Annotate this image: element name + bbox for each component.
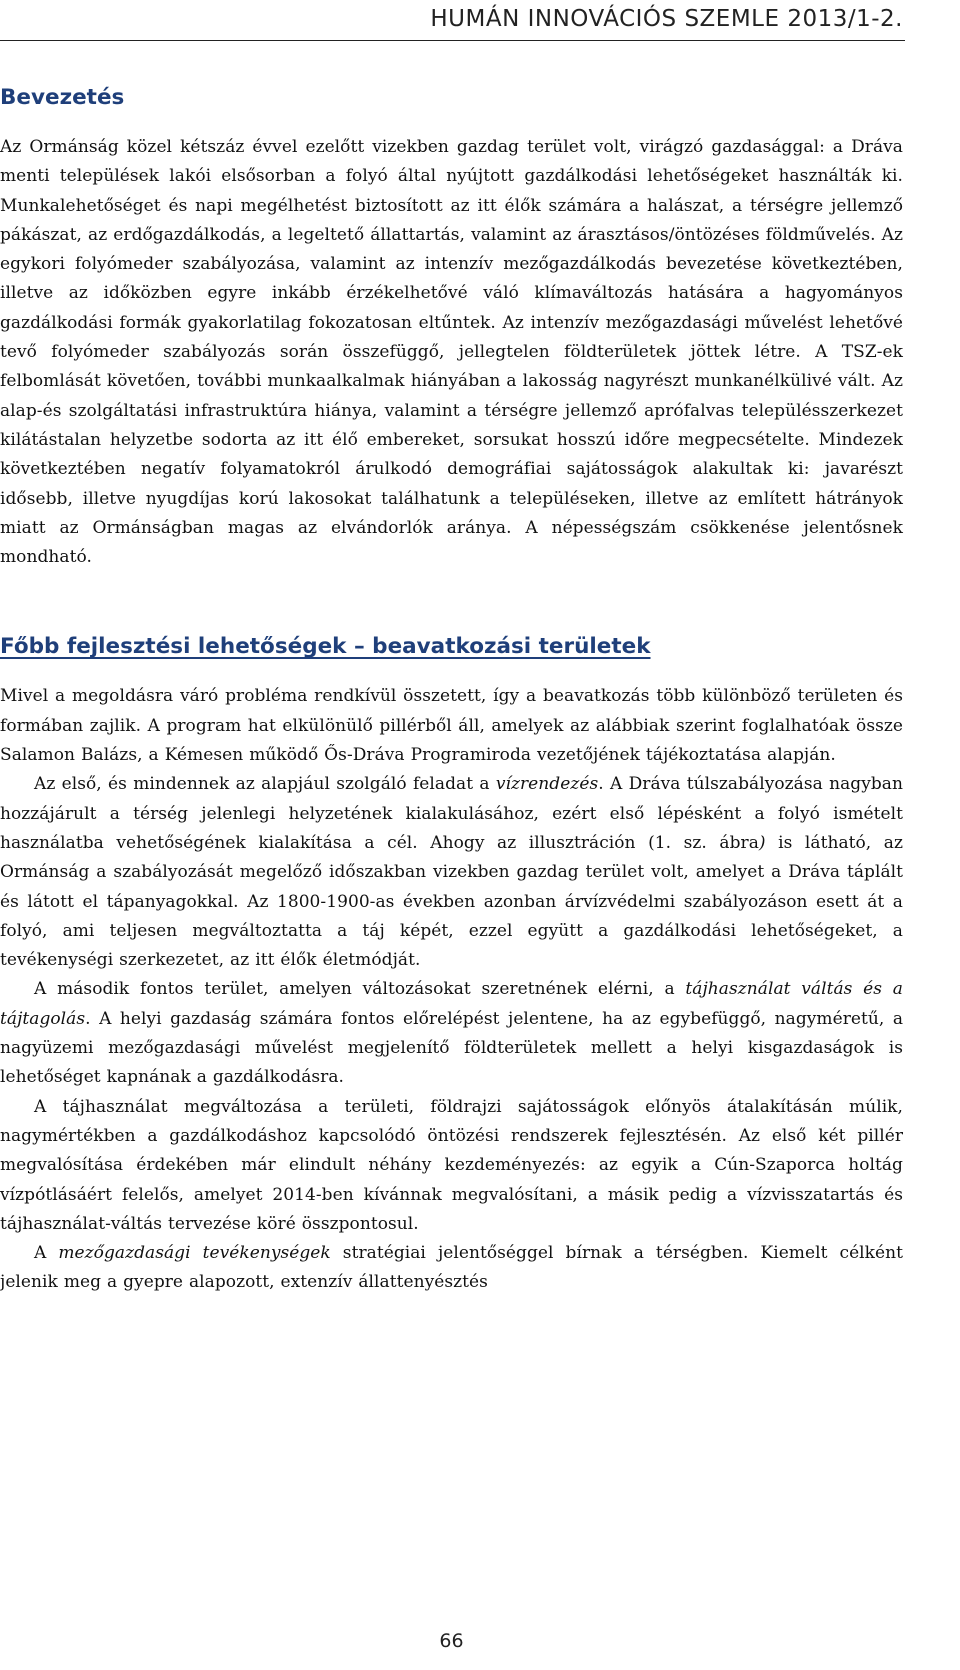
development-paragraph-5 [0,1239,903,1298]
intro-paragraph: Az Ormánság közel kétszáz évvel ezelőtt vizekben gazdag terület volt, virágzó gazdasággal: a Dráva menti települések lakói elsősorban a folyó által nyújtott gazdálkodási lehetőségeket használták ki. Munkalehetőséget és napi megélhetést biztosított az itt élők számára a halászat, a térségre jellemző pákászat, az erdőgazdálkodás, a legeltető állattartás, valamint az árasztásos/öntözéses földművelés. Az egykori folyómeder szabályozása, valamint az intenzív mezőgazdálkodás bevezetése következtében, illetve az időközben egyre inkább érzékelhetővé váló klímaváltozás hatására a hagyományos gazdálkodási formák gyakorlatilag fokozatosan eltűntek. Az intenzív mezőgazdasági művelést lehetővé tevő folyómeder szabályozás során összefüggő, jellegtelen földterületek jöttek létre. A TSZ-ek felbomlását követően, további munkaalkalmak hiányában a lakosság nagyrészt munkanélkülivé vált. Az alap-és szolgáltatási infrastruktúra hiánya, valamint a térségre jellemző aprófalvas településszerkezet kilátástalan helyzetbe sodorta az itt élő embereket, sorsukat hosszú időre megpecsételte. Mindezek következtében negatív folyamatokról árulkodó demográfiai sajátosságok alakultak ki: javarészt idősebb, illetve nyugdíjas korú lakosokat találhatunk a településeken, illetve az említett hátrányok miatt az Ormánságban magas az elvándorlók aránya. A népességszám csökkenése jelentősnek mondható. [0,137,903,568]
development-paragraph-2 [0,770,903,975]
development-paragraph-1: Mivel a megoldásra váró probléma rendkívül összetett, így a beavatkozás több különböző területen és formában zajlik. A program hat elkülönülő pillérből áll, amelyek az alábbiak szerint foglalhatóak össze Salamon Balázs, a Kémesen működő Ős-Dráva Programiroda vezetőjének tájékoztatása alapján. [0,686,903,766]
text-run: stratégiai jelentőséggel bírnak a térségben. Kiemelt célként jelenik meg a gyepre alapozott, extenzív állattenyésztés [0,1243,904,1293]
page-number: 66 [439,1630,464,1652]
text-run: . A helyi gazdaság számára fontos előrelépést jelentene, ha az egybefüggő, nagyméretű, a nagyüzemi mezőgazdasági művelést megjelenítő földterületek mellett a helyi kisgazdaságok is lehetőséget kapnának a gazdálkodásra. [0,1008,903,1088]
text-run: . A Dráva túlszabályozása nagyban hozzájárult a térség jelenlegi helyzetének kialakulásához, ezért első lépésként a folyó ismételt használatba vehetőségének kialakítása a cél. Ahogy az illusztráción (1. sz. ábra [0,774,903,853]
emphasis-term: vízrendezés [495,774,599,795]
text-run: Az első, és mindennek az alapjául szolgáló feladat a [34,774,496,795]
emphasis-term: tájhasználat váltás és a tájtagolás [0,979,903,1029]
text-run: A [34,1243,59,1264]
section-heading-development: Főbb fejlesztési lehetőségek – beavatkozási területek [0,634,651,660]
section-heading-intro: Bevezetés [0,85,125,110]
text-run: is látható, az Ormánság a szabályozását megelőző időszakban vizekben gazdag terület volt, amelyet a Dráva táplált és látott el tápanyagokkal. Az 1800-1900-as években azonban árvízvédelmi szabályozáson esett át a folyó, ami teljesen megváltoztatta a táj képét, ezzel együtt a gazdálkodási lehetőségeket, a tevékenységi szerkezetet, az itt élők életmódját. [0,832,903,971]
emphasis-term: mezőgazdasági tevékenységek [58,1243,331,1264]
emphasis-paren: ) [758,832,766,853]
development-paragraph-4: A tájhasználat megváltozása a területi, földrajzi sajátosságok előnyös átalakításán múlik, nagymértékben a gazdálkodáshoz kapcsolódó öntözési rendszerek fejlesztésén. Az első két pillér megvalósítása érdekében már elindult néhány kezdeményezés: az egyik a Cún-Szaporca holtág vízpótlásáért felelős, amelyet 2014-ben kívánnak megvalósítani, a másik pedig a vízvisszatartás és tájhasználat-váltás tervezése köré összpontosul. [0,1096,903,1234]
journal-title: HUMÁN INNOVÁCIÓS SZEMLE 2013/1-2. [430,6,903,32]
text-run: A második fontos terület, amelyen változásokat szeretnének elérni, a [34,979,686,1000]
page-body [0,83,903,1298]
running-header [0,2,905,41]
development-paragraph-3 [0,975,903,1092]
